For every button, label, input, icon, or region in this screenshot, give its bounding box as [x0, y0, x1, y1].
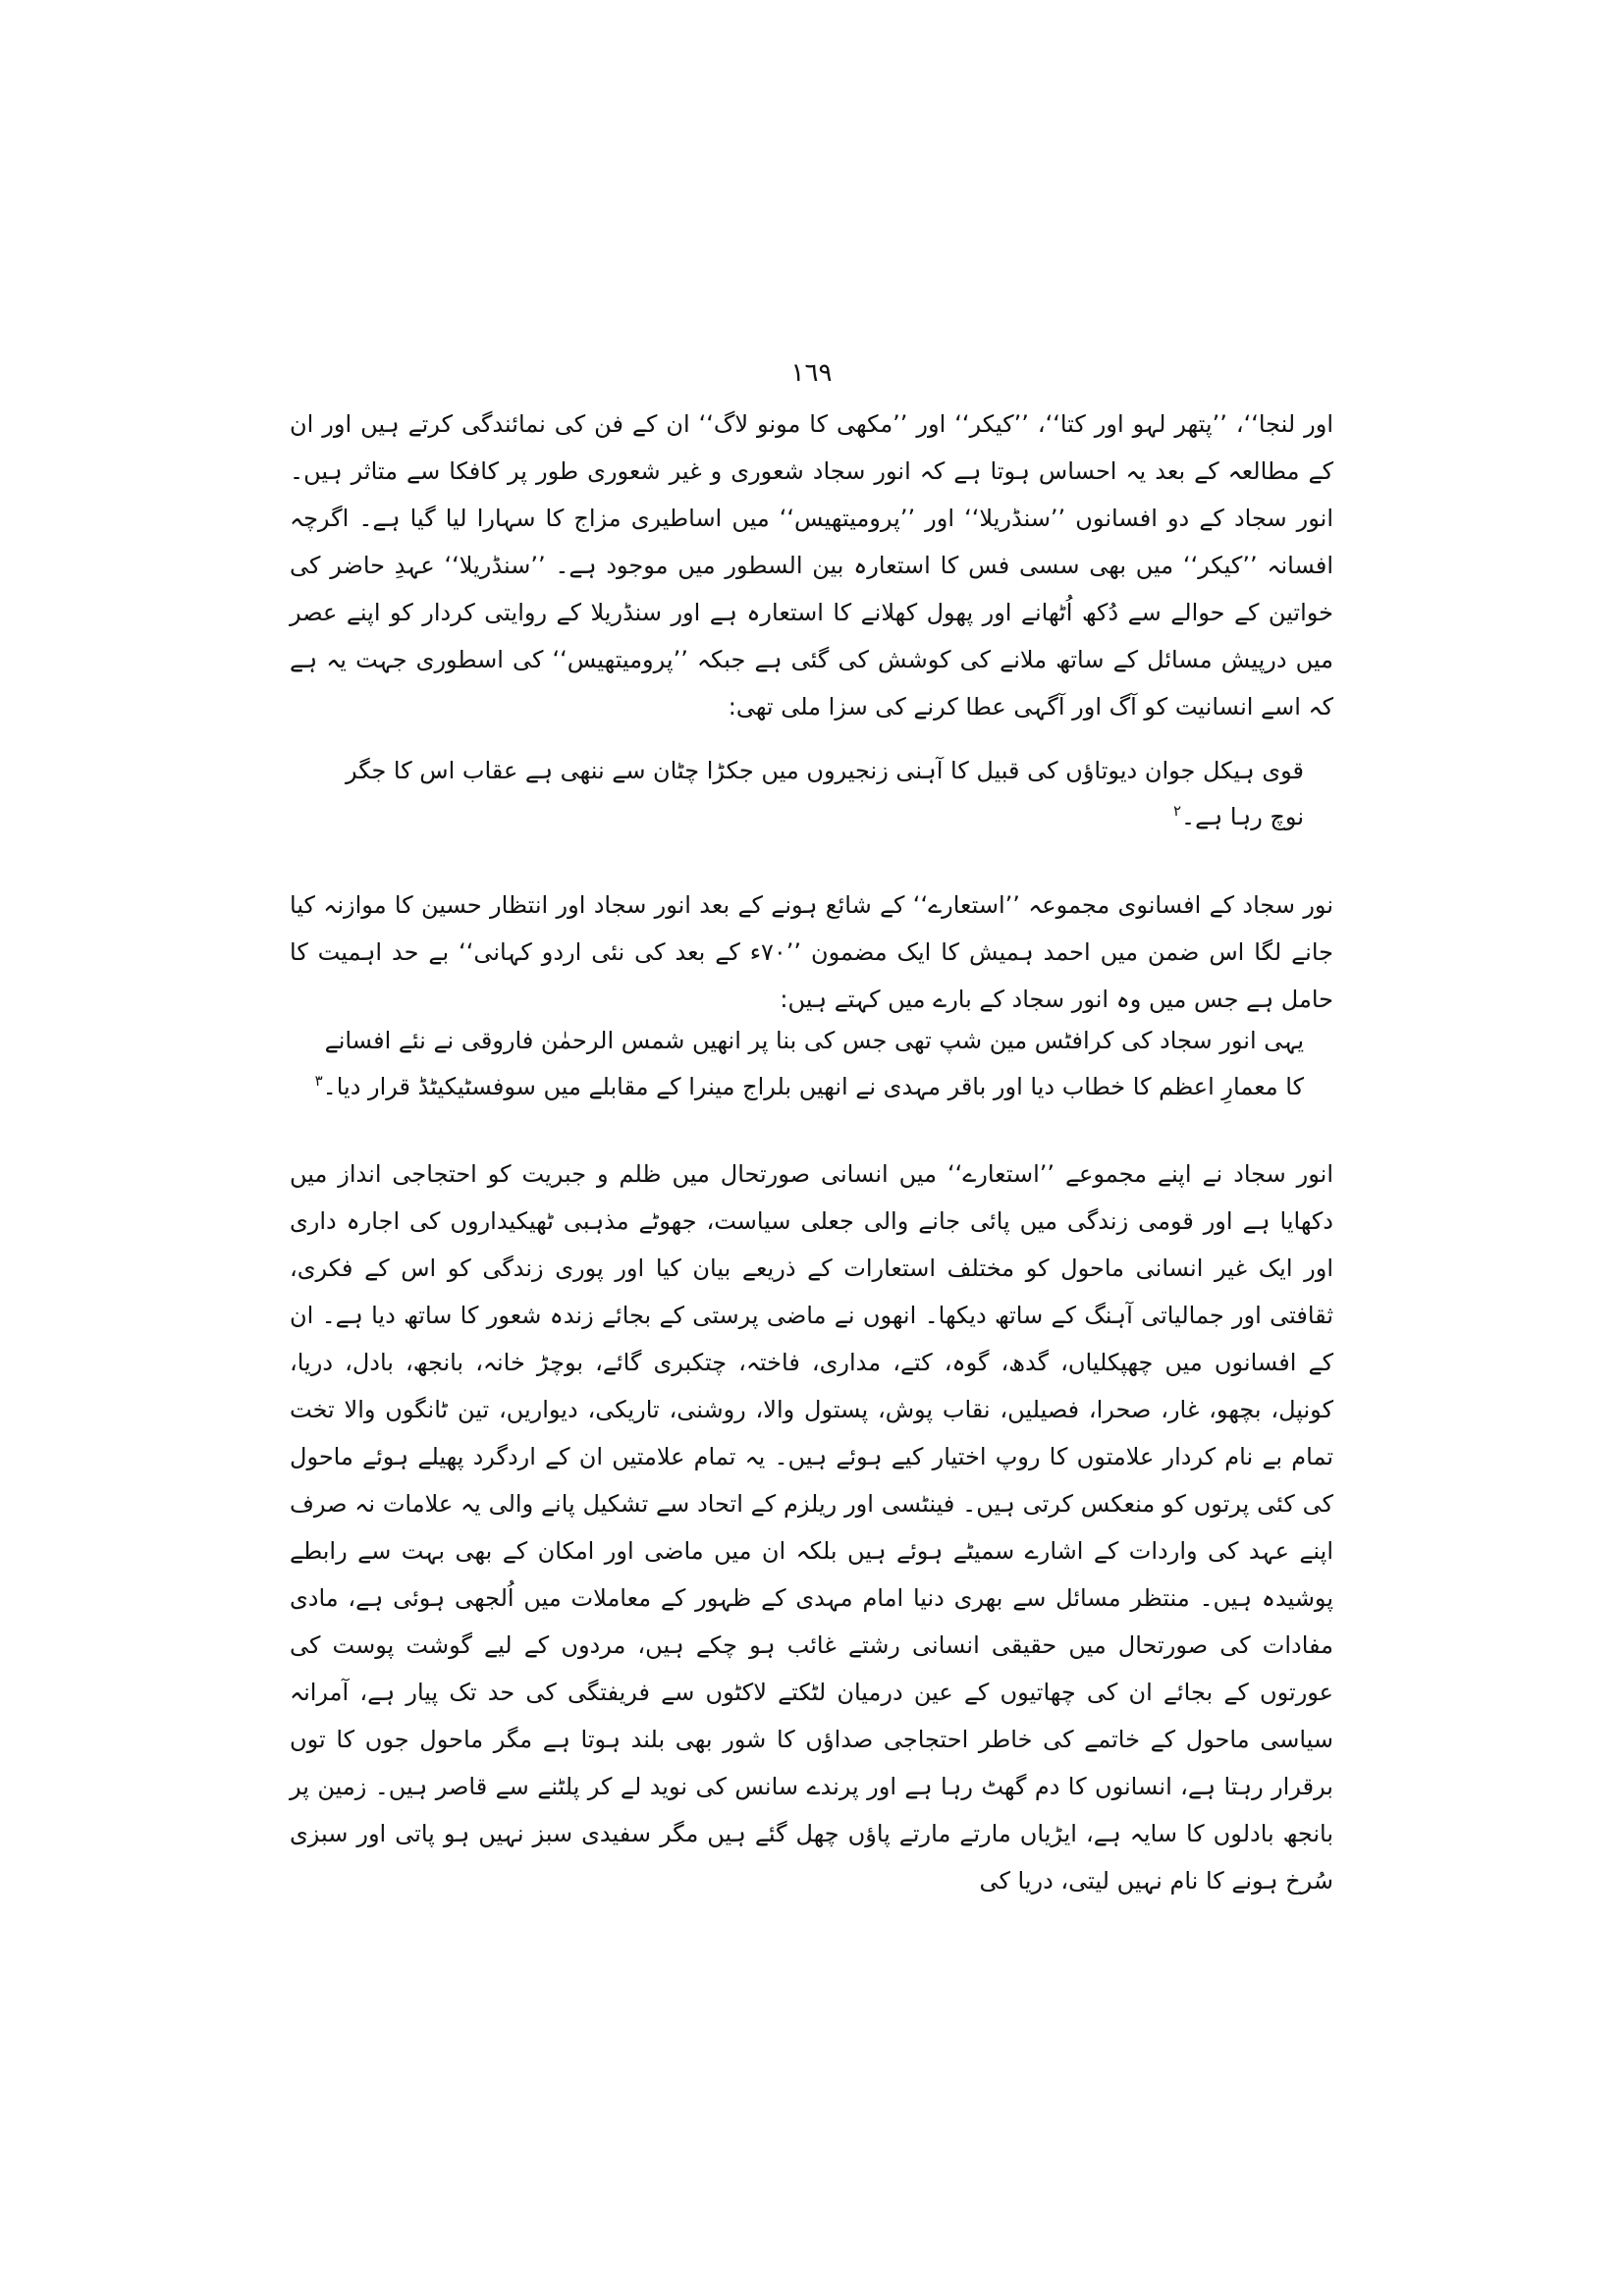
footnote-marker: ٣: [314, 1071, 323, 1090]
paragraph-intro: اور لنجا‘‘، ’’پتھر لہو اور کتا‘‘، ’’کیکر‘‘ اور ’’مکھی کا مونو لاگ‘‘ ان کے فن کی نمائندگی کرتے ہیں اور ان کے مطالعہ کے بعد یہ احساس ہوتا ہے کہ انور سجاد شعوری و غیر شعوری طور پر کافکا سے متاثر ہیں۔ انور سجاد کے دو افسانوں ’’سنڈریلا‘‘ اور ’’پرومیتھیس‘‘ میں اساطیری مزاج کا سہارا لیا گیا ہے۔ اگرچہ افسانہ ’’کیکر‘‘ میں بھی سسی فس کا استعارہ بین السطور میں موجود ہے۔ ’’سنڈریلا‘‘ عہدِ حاضر کی خواتین کے حوالے سے دُکھ اُٹھانے اور پھول کھلانے کا استعارہ ہے اور سنڈریلا کے روایتی کردار کو اپنے عصر میں درپیش مسائل کے ساتھ ملانے کی کوشش کی گئی ہے جبکہ ’’پرومیتھیس‘‘ کی اسطوری جہت یہ ہے کہ اسے انسانیت کو آگ اور آگہی عطا کرنے کی سزا ملی تھی:: [290, 410, 1333, 721]
block-quote-craftsmanship: [314, 1018, 1304, 1110]
paragraph-isteaare-analysis: انور سجاد نے اپنے مجموعے ’’استعارے‘‘ میں انسانی صورتحال میں ظلم و جبریت کو احتجاجی انداز میں دکھایا ہے اور قومی زندگی میں پائی جانے والی جعلی سیاست، جھوٹے مذہبی ٹھیکیداروں کی اجارہ داری اور ایک غیر انسانی ماحول کو مختلف استعارات کے ذریعے بیان کیا اور پوری زندگی کو اس کے فکری، ثقافتی اور جمالیاتی آہنگ کے ساتھ دیکھا۔ انھوں نے ماضی پرستی کے بجائے زندہ شعور کا ساتھ دیا ہے۔ ان کے افسانوں میں چھپکلیاں، گدھ، گوہ، کتے، مداری، فاختہ، چتکبری گائے، بوچڑ خانہ، بانجھ، بادل، دریا، کونپل، بچھو، غار، صحرا، فصیلیں، نقاب پوش، پستول والا، روشنی، تاریکی، دیواریں، تین ٹانگوں والا تخت تمام بے نام کردار علامتوں کا روپ اختیار کیے ہوئے ہیں۔ یہ تمام علامتیں ان کے اردگرد پھیلے ہوئے ماحول کی کئی پرتوں کو منعکس کرتی ہیں۔ فینٹسی اور ریلزم کے اتحاد سے تشکیل پانے والی یہ علامات نہ صرف اپنے عہد کی واردات کے اشارے سمیٹے ہوئے ہیں بلکہ ان میں ماضی اور امکان کے بھی بہت سے رابطے پوشیدہ ہیں۔ منتظر مسائل سے بھری دنیا امام مہدی کے ظہور کے معاملات میں اُلجھی ہوئی ہے، مادی مفادات کی صورتحال میں حقیقی انسانی رشتے غائب ہو چکے ہیں، مردوں کے لیے گوشت پوست کی عورتوں کے بجائے ان کی چھاتیوں کے عین درمیان لٹکتے لاکٹوں سے فریفتگی کی حد تک پیار ہے، آمرانہ سیاسی ماحول کے خاتمے کی خاطر احتجاجی صداؤں کا شور بھی بلند ہوتا ہے مگر ماحول جوں کا توں برقرار رہتا ہے، انسانوں کا دم گھٹ رہا ہے اور پرندے سانس کی نوید لے کر پلٹنے سے قاصر ہیں۔ زمین پر بانجھ بادلوں کا سایہ ہے، ایڑیاں مارتے مارتے پاؤں چھل گئے ہیں مگر سفیدی سبز نہیں ہو پاتی اور سبزی سُرخ ہونے کا نام نہیں لیتی، دریا کی: [290, 1160, 1333, 1895]
page-number: ١٦٩: [790, 358, 833, 388]
paragraph-comparison: نور سجاد کے افسانوی مجموعہ ’’استعارے‘‘ کے شائع ہونے کے بعد انور سجاد اور انتظار حسین کا موازنہ کیا جانے لگا اس ضمن میں احمد ہمیش کا ایک مضمون ’’۷۰ء کے بعد کی نئی اردو کہانی‘‘ بے حد اہمیت کا حامل ہے جس میں وہ انور سجاد کے بارے میں کہتے ہیں:: [290, 891, 1333, 1013]
block-quote-prometheus: [314, 748, 1304, 840]
footnote-marker: ٢: [1172, 801, 1182, 820]
quote-text: قوی ہیکل جوان دیوتاؤں کی قبیل کا آہنی زنجیروں میں جکڑا چٹان سے ننھی ہے عقاب اس کا جگر نوچ رہا ہے۔: [345, 757, 1304, 830]
quote-text: یہی انور سجاد کی کرافٹس مین شپ تھی جس کی بنا پر انھیں شمس الرحمٰن فاروقی نے نئے افسانے کا معمارِ اعظم کا خطاب دیا اور باقر مہدی نے انھیں بلراج مینرا کے مقابلے میں سوفسٹیکیٹڈ قرار دیا۔: [322, 1027, 1304, 1100]
